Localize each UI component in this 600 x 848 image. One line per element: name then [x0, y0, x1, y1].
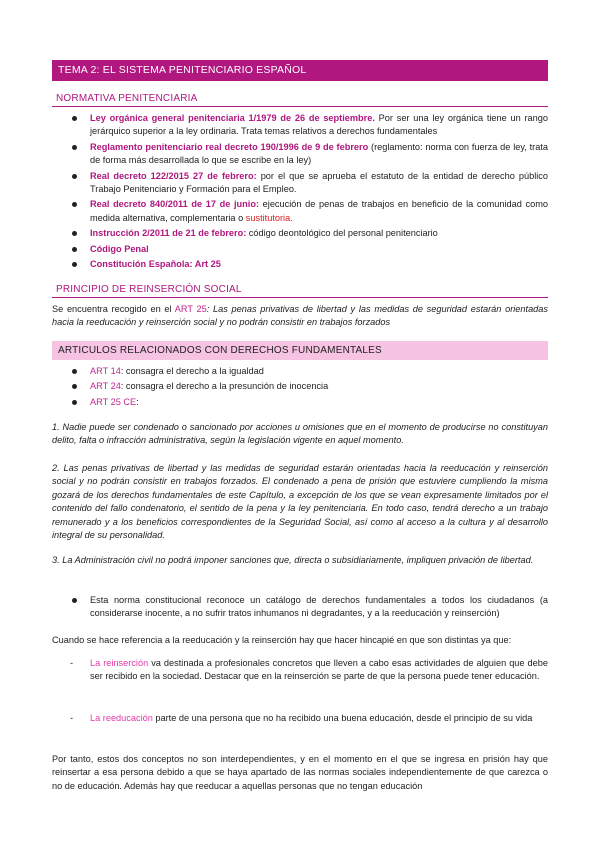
- list-item: Real decreto 840/2011 de 17 de junio: ejecución de penas de trabajos en beneficio de la comunidad como medida alternativa, complementaria o sustitutoria.: [70, 198, 548, 225]
- bullet-icon: [72, 247, 77, 252]
- norma-list: [70, 594, 548, 623]
- list-item: Real decreto 122/2015 27 de febrero: por el que se aprueba el estatuto de la entidad de derecho público Trabajo Penitenciario y Formación para el Empleo.: [70, 170, 548, 197]
- list-item: ART 25 CE:: [70, 396, 548, 409]
- art25-p3: 3. La Administración civil no podrá imponer sanciones que, directa o subsidiariamente, impliquen privación de libertad.: [52, 555, 534, 565]
- final-paragraph: Por tanto, estos dos conceptos no son interdependientes, y en el momento en el que se ingresa en prisión hay que reinsertar a esa persona debido a que se haya apartado de las normas sociales independientemente de que carezca o no de educación. Además hay que reeducar a aquellas personas que no tengan educación: [52, 754, 548, 791]
- list-item: Código Penal: [70, 243, 548, 256]
- bullet-icon: [72, 400, 77, 405]
- list-item: Constitución Española: Art 25: [70, 258, 548, 271]
- bullet-icon: [72, 174, 77, 179]
- art25-p2: 2. Las penas privativas de libertad y las medidas de seguridad estarán orientadas hacia la reeducación y reinserción social y no podrán consistir en trabajos forzados. El condenado a pena de prisión que estuviere cumpliendo la misma gozará de los derechos fundamentales de este Capítulo, a excepción de los que se vean expresamente limitados por el contenido del fallo condenatorio, el sentido de la pena y la ley penitenciaria. En todo caso, tendrá derecho a un trabajo remunerado y a los beneficios correspondientes de la Seguridad Social, así como al acceso a la cultura y al desarrollo integral de su personalidad.: [52, 463, 548, 541]
- normativa-list: [70, 112, 548, 273]
- dash-icon: -: [70, 713, 74, 723]
- bullet-icon: [72, 384, 77, 389]
- section-heading-reinsercion: PRINCIPIO DE REINSERCIÓN SOCIAL: [52, 283, 548, 298]
- bullet-icon: [72, 231, 77, 236]
- bullet-icon: [72, 369, 77, 374]
- dash-item-reinsercion: - La reinserción va destinada a profesionales concretos que lleven a cabo esas actividades de alguien que debe ser recibido en la sociedad. Destacar que en la reinserción se parte de que la persona puede tener educación.: [70, 658, 548, 682]
- bullet-icon: [72, 262, 77, 267]
- list-item: Instrucción 2/2011 de 21 de febrero: código deontológico del personal penitenciario: [70, 227, 548, 240]
- intro-paragraph: Cuando se hace referencia a la reeducación y la reinserción hay que hacer hincapié en que son distintas ya que:: [52, 635, 512, 645]
- dash-icon: -: [70, 658, 74, 668]
- bullet-icon: [72, 202, 77, 207]
- list-item: ART 24: consagra el derecho a la presunción de inocencia: [70, 380, 548, 393]
- bullet-icon: [72, 598, 77, 603]
- list-item: Reglamento penitenciario real decreto 190/1996 de 9 de febrero (reglamento: norma con fuerza de ley, trata de forma más desarrollada lo que se escribe en la ley): [70, 141, 548, 168]
- page-title: TEMA 2: EL SISTEMA PENITENCIARIO ESPAÑOL: [52, 60, 548, 81]
- articulos-list: [70, 365, 548, 411]
- list-item: ART 14: consagra el derecho a la igualdad: [70, 365, 548, 378]
- dash-item-reeducacion: - La reeducación parte de una persona que no ha recibido una buena educación, desde el principio de su vida: [70, 712, 548, 725]
- bullet-icon: [72, 116, 77, 121]
- section-heading-normativa: NORMATIVA PENITENCIARIA: [52, 92, 548, 107]
- list-item: Ley orgánica general penitenciaria 1/1979 de 26 de septiembre. Por ser una ley orgánica tiene un rango jerárquico superior a la ley ordinaria. Trata temas relativos a derechos fundamentales: [70, 112, 548, 139]
- list-item: Esta norma constitucional reconoce un catálogo de derechos fundamentales a todos los ciudadanos (a considerarse inocente, a no sufrir tratos inhumanos ni degradantes, y a la reeducación y reinserción): [70, 594, 548, 621]
- bullet-icon: [72, 145, 77, 150]
- reinsercion-paragraph: Se encuentra recogido en el ART 25: Las penas privativas de libertad y las medidas de seguridad estarán orientadas hacia la reeducación y reinserción social y no podrán consistir en trabajos forzados: [52, 304, 548, 328]
- art25-p1: 1. Nadie puede ser condenado o sancionado por acciones u omisiones que en el momento de producirse no constituyan delito, falta o infracción administrativa, según la legislación vigente en aquel momento.: [52, 422, 548, 446]
- section-heading-articulos: ARTICULOS RELACIONADOS CON DERECHOS FUNDAMENTALES: [52, 341, 548, 360]
